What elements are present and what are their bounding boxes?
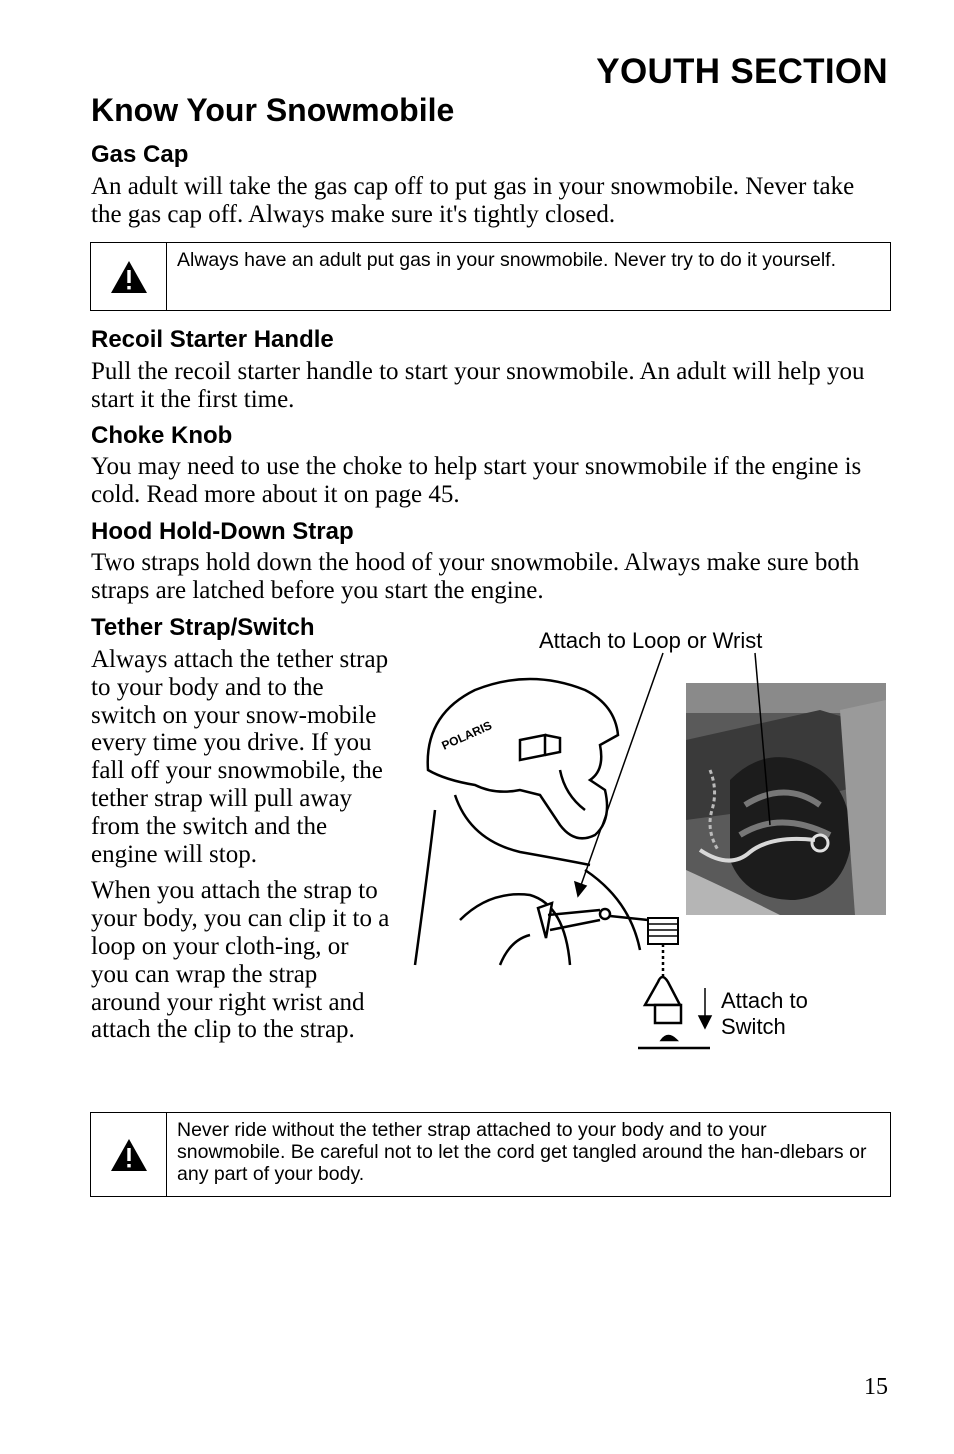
warning-triangle-icon (91, 1113, 167, 1196)
recoil-heading: Recoil Starter Handle (91, 326, 334, 353)
gas-cap-warning-text: Always have an adult put gas in your snowmobile. Never try to do it yourself. (177, 249, 836, 271)
label-attach-switch-line1: Attach to (721, 988, 808, 1013)
label-attach-switch-line2: Switch (721, 1014, 786, 1039)
tether-heading: Tether Strap/Switch (91, 614, 315, 641)
choke-body: You may need to use the choke to help start your snowmobile if the engine is cold. Read more about it on page 45. (91, 453, 862, 508)
choke-heading: Choke Knob (91, 422, 233, 449)
tether-body (91, 646, 391, 1044)
tether-cord (538, 903, 710, 1048)
tether-figure (400, 620, 895, 1060)
tether-body-paragraph-1: Always attach the tether strap to your body and to the switch on your snow-mobile every time you drive. If you fall off your snowmobile, the tether strap will pull away from the switch and the engine will stop. (91, 646, 389, 868)
page-title: Know Your Snowmobile (91, 92, 455, 128)
hood-heading: Hood Hold-Down Strap (91, 518, 354, 545)
tether-body-paragraph-2: When you attach the strap to your body, you can clip it to a loop on your cloth-ing, or you can wrap the strap around your right wrist and attach the clip to the strap. (91, 877, 390, 1044)
page-number: 15 (864, 1374, 888, 1400)
label-attach-loop-wrist: Attach to Loop or Wrist (539, 628, 763, 653)
gas-cap-heading: Gas Cap (91, 141, 189, 168)
helmet-brand: POLARIS (439, 718, 494, 753)
switch-photo (686, 683, 886, 915)
tether-warning-box (90, 1112, 891, 1197)
gas-cap-body: An adult will take the gas cap off to put gas in your snowmobile. Never take the gas cap off. Always make sure it's tightly closed. (91, 173, 855, 228)
rider-illustration (415, 679, 640, 965)
recoil-body: Pull the recoil starter handle to start your snowmobile. An adult will help you start it the first time. (91, 358, 865, 413)
warning-triangle-icon (91, 243, 167, 310)
tether-warning-text: Never ride without the tether strap attached to your body and to your snowmobile. Be careful not to let the cord get tangled around the han-dlebars or any part of your body. (177, 1119, 867, 1185)
hood-body: Two straps hold down the hood of your snowmobile. Always make sure both straps are latched before you start the engine. (91, 549, 860, 604)
gas-cap-warning-box (90, 242, 891, 311)
section-title: YOUTH SECTION (596, 52, 888, 91)
tether-illustration (400, 620, 895, 1060)
